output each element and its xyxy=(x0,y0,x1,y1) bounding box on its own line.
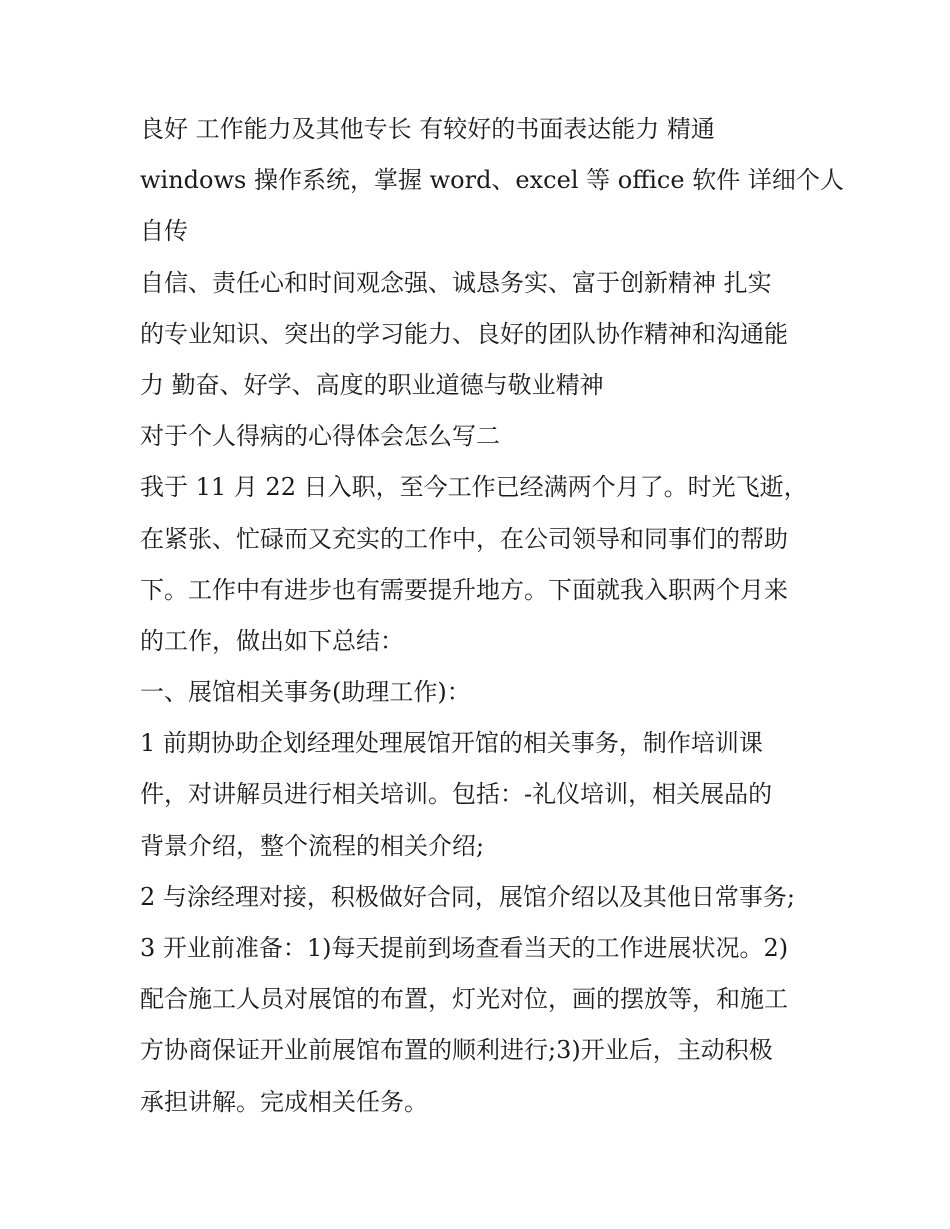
text-line: 下。工作中有进步也有需要提升地方。下面就我入职两个月来 xyxy=(140,575,788,604)
text-line: 方协商保证开业前展馆布置的顺利进行;3)开业后，主动积极 xyxy=(140,1036,773,1065)
text-line: 件，对讲解员进行相关培训。包括：-礼仪培训，相关展品的 xyxy=(140,780,773,809)
text-line: 良好 工作能力及其他专长 有较好的书面表达能力 精通 xyxy=(140,115,715,143)
text-line: 自信、责任心和时间观念强、诚恳务实、富于创新精神 扎实 xyxy=(140,268,772,297)
text-line: 2 与涂经理对接，积极做好合同，展馆介绍以及其他日常事务; xyxy=(140,882,795,911)
text-line: 力 勤奋、好学、高度的职业道德与敬业精神 xyxy=(140,370,604,399)
text-line: 背景介绍，整个流程的相关介绍; xyxy=(140,831,485,860)
text-line: 的专业知识、突出的学习能力、良好的团队协作精神和沟通能 xyxy=(140,319,788,348)
text-line: 在紧张、忙碌而又充实的工作中，在公司领导和同事们的帮助 xyxy=(140,524,788,553)
text-line: 我于 11 月 22 日入职，至今工作已经满两个月了。时光飞逝， xyxy=(140,473,808,502)
text-line: 自传 xyxy=(140,217,188,246)
text-line: 的工作，做出如下总结： xyxy=(140,626,404,655)
text-line: windows 操作系统，掌握 word、excel 等 office 软件 详细个人 xyxy=(140,166,844,195)
text-line: 承担讲解。完成相关任务。 xyxy=(140,1087,428,1116)
text-line: 3 开业前准备：1)每天提前到场查看当天的工作进展状况。2) xyxy=(140,934,789,962)
section-heading: 一、展馆相关事务(助理工作)： xyxy=(140,678,471,707)
section-heading: 对于个人得病的心得体会怎么写二 xyxy=(140,422,500,451)
text-line: 1 前期协助企划经理处理展馆开馆的相关事务，制作培训课 xyxy=(140,729,763,758)
text-line: 配合施工人员对展馆的布置，灯光对位，画的摆放等，和施工 xyxy=(140,985,788,1014)
document-body xyxy=(140,104,844,1128)
